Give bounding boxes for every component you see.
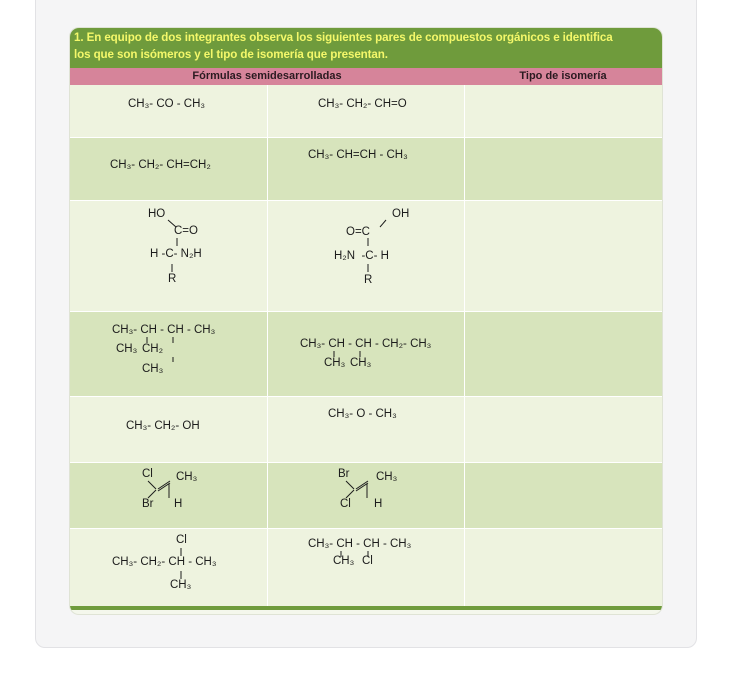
row-divider	[70, 528, 662, 529]
header-isomery: Tipo de isomería	[519, 70, 607, 82]
chlorine-substituent-label: Cl	[176, 534, 187, 546]
worksheet-image	[70, 28, 662, 614]
main-chain-label: CH₃- CH₂- CH - CH₃	[112, 556, 217, 568]
chlorine-label: Cl	[142, 468, 153, 480]
methyl-substituent-label: CH₃	[170, 579, 192, 591]
main-chain-label: CH₃- CH - CH - CH₃	[112, 324, 216, 336]
r-group-label: R	[364, 274, 373, 286]
terminal-methyl-label: CH₃	[142, 363, 164, 375]
row-divider	[70, 462, 662, 463]
hydrogen-label: H	[374, 498, 383, 510]
methylene-branch-label: CH₂	[142, 343, 164, 355]
bromine-label: Br	[338, 468, 350, 480]
table-bottom-bar	[70, 606, 662, 610]
row-divider	[70, 137, 662, 138]
methyl-substituent-label: CH₃	[333, 555, 355, 567]
hydrogen-label: H	[174, 498, 183, 510]
chlorine-label: Cl	[340, 498, 351, 510]
methyl-branch-label: CH₃	[116, 343, 138, 355]
hydroxyl-label: HO	[148, 208, 166, 220]
header-formulas: Fórmulas semidesarrolladas	[192, 70, 342, 82]
alpha-carbon-label: H -C- N₂H	[150, 248, 202, 260]
bromine-label: Br	[142, 498, 154, 510]
hydroxyl-label: OH	[392, 208, 410, 220]
row-divider	[70, 200, 662, 201]
instruction-banner	[70, 28, 662, 68]
carbonyl-label: O=C	[346, 226, 370, 238]
formula-5b: CH₃- O - CH₃	[328, 408, 397, 420]
formula-2a: CH₃- CH₂- CH=CH₂	[110, 159, 211, 171]
row-divider	[70, 311, 662, 312]
formula-5a: CH₃- CH₂- OH	[126, 420, 200, 432]
row-divider	[70, 396, 662, 397]
instruction-line-1: 1. En equipo de dos integrantes observa los siguientes pares de compuestos orgánicos e identifica	[74, 31, 613, 44]
methyl-branch-label: CH₃	[350, 357, 372, 369]
formula-1b: CH₃- CH₂- CH=O	[318, 98, 407, 110]
instruction-line-2: los que son isómeros y el tipo de isomería que presentan.	[74, 48, 388, 61]
alpha-carbon-label: H₂N -C- H	[334, 250, 389, 262]
formula-1a: CH₃- CO - CH₃	[128, 98, 206, 110]
main-chain-label: CH₃- CH - CH - CH₂- CH₃	[300, 338, 432, 350]
chlorine-substituent-label: Cl	[362, 555, 373, 567]
formula-2b: CH₃- CH=CH - CH₃	[308, 149, 408, 161]
carbonyl-label: C=O	[174, 225, 198, 237]
methyl-label: CH₃	[376, 471, 398, 483]
main-chain-label: CH₃- CH - CH - CH₃	[308, 538, 412, 550]
r-group-label: R	[168, 273, 177, 285]
methyl-label: CH₃	[176, 471, 198, 483]
table-row	[70, 85, 662, 137]
table-header	[70, 68, 662, 85]
methyl-branch-label: CH₃	[324, 357, 346, 369]
